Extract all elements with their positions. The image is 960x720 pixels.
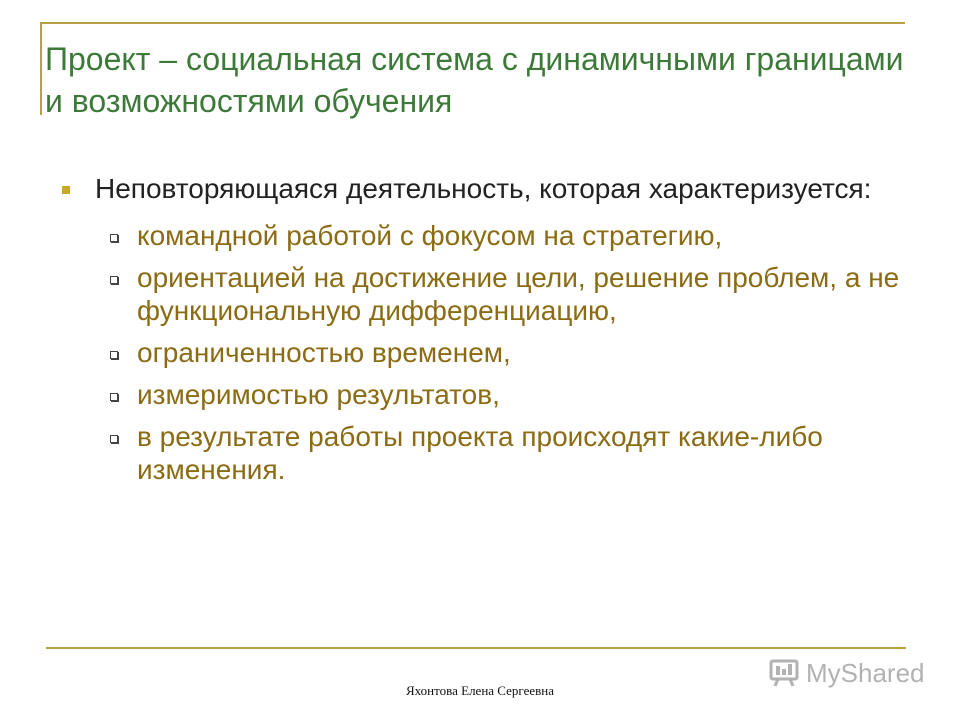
footer-author: Яхонтова Елена Сергеевна: [406, 683, 554, 698]
title-frame-left-line: [40, 22, 42, 115]
sub-bullet-item: [60, 336, 920, 369]
hollow-square-bullet-icon: [110, 393, 118, 401]
slide-title: Проект – социальная система с динамичными границами и возможностями обучения: [45, 41, 904, 119]
footer-divider-line: [46, 647, 906, 649]
sub-bullet-item: [60, 261, 920, 327]
sub-bullet-list: [60, 219, 920, 486]
square-bullet-icon: [62, 186, 70, 194]
hollow-square-bullet-icon: [110, 435, 118, 443]
sub-bullet-text: командной работой с фокусом на стратегию,: [137, 220, 723, 251]
sub-bullet-item: [60, 219, 920, 252]
sub-bullet-item: [60, 378, 920, 411]
hollow-square-bullet-icon: [110, 351, 118, 359]
title-frame-top-line: [40, 22, 905, 24]
hollow-square-bullet-icon: [110, 276, 118, 284]
sub-bullet-text: ограниченностью временем,: [137, 337, 511, 368]
sub-bullet-text: в результате работы проекта происходят какие-либо изменения.: [137, 421, 823, 485]
slide-body: [60, 172, 920, 495]
watermark-text: MyShared: [806, 657, 925, 688]
sub-bullet-text: измеримостью результатов,: [137, 379, 500, 410]
main-bullet-text: Неповторяющаяся деятельность, которая характеризуется:: [95, 173, 872, 204]
sub-bullet-item: [60, 420, 920, 486]
hollow-square-bullet-icon: [110, 234, 118, 242]
sub-bullet-text: ориентацией на достижение цели, решение проблем, а не функциональную дифференциацию,: [137, 262, 900, 326]
main-bullet-item: [60, 172, 920, 205]
